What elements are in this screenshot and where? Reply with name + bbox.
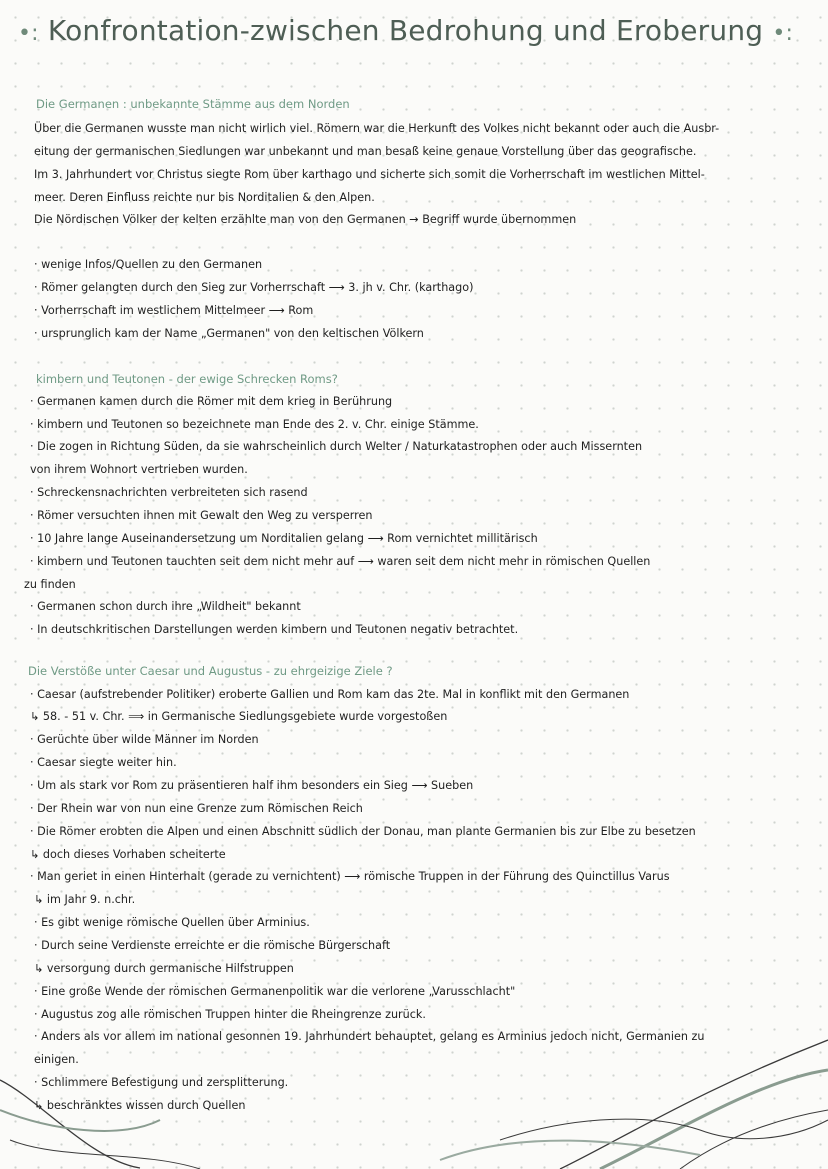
- note-bullet: · Eine große Wende der römischen Germanenpolitik war die verlorene „Varusschlacht": [34, 985, 516, 998]
- note-subpoint: ↳ doch dieses Vorhaben scheiterte: [30, 848, 226, 861]
- page-title: [18, 14, 818, 54]
- note-bullet: · Man geriet in einen Hinterhalt (gerade zu vernichtent) ⟶ römische Truppen in der Führung des Quinctillus Varus: [30, 870, 670, 883]
- note-bullet: · Anders als vor allem im national gesonnen 19. Jahrhundert behauptet, gelang es Arminius jedoch nicht, Germanien zu: [34, 1030, 705, 1043]
- note-bullet: · kimbern und Teutonen so bezeichnete man Ende des 2. v. Chr. einige Stämme.: [30, 418, 479, 431]
- note-line: einigen.: [34, 1053, 79, 1066]
- note-bullet: · Die Römer erobten die Alpen und einen Abschnitt südlich der Donau, man plante Germanien bis zur Elbe zu besetzen: [30, 825, 696, 838]
- note-line: Im 3. Jahrhundert vor Christus siegte Rom über karthago und sicherte sich somit die Vorherrschaft im westlichen Mittel-: [34, 168, 705, 181]
- note-bullet: · wenige Infos/Quellen zu den Germanen: [34, 258, 263, 271]
- note-bullet: · Römer versuchten ihnen mit Gewalt den Weg zu versperren: [30, 509, 373, 522]
- decorative-dots-right: •:: [772, 21, 794, 46]
- section-heading: Die Verstöße unter Caesar und Augustus - zu ehrgeizige Ziele ?: [28, 664, 393, 678]
- note-bullet: · kimbern und Teutonen tauchten seit dem nicht mehr auf ⟶ waren seit dem nicht mehr in römischen Quellen: [30, 555, 651, 568]
- note-bullet: · Es gibt wenige römische Quellen über Arminius.: [34, 916, 310, 929]
- note-line: von ihrem Wohnort vertrieben wurden.: [30, 463, 248, 476]
- section-heading: kimbern und Teutonen - der ewige Schrecken Roms?: [36, 372, 338, 386]
- note-bullet: · Der Rhein war von nun eine Grenze zum Römischen Reich: [30, 802, 363, 815]
- note-bullet: · Vorherrschaft im westlichem Mittelmeer ⟶ Rom: [34, 304, 314, 317]
- note-bullet: · Caesar siegte weiter hin.: [30, 756, 177, 769]
- note-bullet: · Römer gelangten durch den Sieg zur Vorherrschaft ⟶ 3. jh v. Chr. (karthago): [34, 281, 474, 294]
- note-line: eitung der germanischen Siedlungen war unbekannt und man besaß keine genaue Vorstellung über das geografische.: [34, 145, 697, 158]
- note-bullet: · Schlimmere Befestigung und zersplitterung.: [34, 1076, 289, 1089]
- note-subpoint: ↳ im Jahr 9. n.chr.: [34, 893, 136, 906]
- decorative-swoosh-lines: [0, 1020, 828, 1169]
- note-line: meer. Deren Einfluss reichte nur bis Norditalien & den Alpen.: [34, 191, 375, 204]
- note-bullet: · ursprunglich kam der Name „Germanen" von den keltischen Völkern: [34, 327, 424, 340]
- decorative-dots-left: •:: [18, 21, 39, 46]
- note-line: Über die Germanen wusste man nicht wirlich viel. Römern war die Herkunft des Volkes nicht bekannt oder auch die Ausbr-: [34, 122, 720, 135]
- note-bullet: · Die zogen in Richtung Süden, da sie wahrscheinlich durch Welter / Naturkatastrophen oder auch Missernten: [30, 440, 643, 453]
- note-bullet: · Durch seine Verdienste erreichte er die römische Bürgerschaft: [34, 939, 391, 952]
- note-subpoint: ↳ versorgung durch germanische Hilfstruppen: [34, 962, 294, 975]
- note-subpoint: ↳ beschränktes wissen durch Quellen: [34, 1099, 246, 1112]
- note-bullet: · In deutschkritischen Darstellungen werden kimbern und Teutonen negativ betrachtet.: [30, 623, 519, 636]
- note-bullet: · 10 Jahre lange Auseinandersetzung um Norditalien gelang ⟶ Rom vernichtet millitärisch: [30, 532, 538, 545]
- note-line: zu finden: [24, 578, 76, 591]
- note-subpoint: ↳ 58. - 51 v. Chr. ⟹ in Germanische Siedlungsgebiete wurde vorgestoßen: [30, 710, 448, 723]
- note-line: Die Nördischen Völker der kelten erzählte man von den Germanen → Begriff wurde übernommen: [34, 213, 577, 226]
- note-bullet: · Caesar (aufstrebender Politiker) eroberte Gallien und Rom kam das 2te. Mal in konflikt mit den Germanen: [30, 688, 630, 701]
- note-bullet: · Germanen schon durch ihre „Wildheit" bekannt: [30, 600, 301, 613]
- page-title-text: Konfrontation-zwischen Bedrohung und Eroberung: [47, 14, 764, 47]
- note-bullet: · Augustus zog alle römischen Truppen hinter die Rheingrenze zurück.: [34, 1008, 426, 1021]
- note-bullet: · Gerüchte über wilde Männer im Norden: [30, 733, 259, 746]
- note-bullet: · Schreckensnachrichten verbreiteten sich rasend: [30, 486, 308, 499]
- section-heading: Die Germanen : unbekannte Stämme aus dem Norden: [36, 97, 350, 111]
- note-bullet: · Um als stark vor Rom zu präsentieren half ihm besonders ein Sieg ⟶ Sueben: [30, 779, 474, 792]
- note-bullet: · Germanen kamen durch die Römer mit dem krieg in Berührung: [30, 395, 393, 408]
